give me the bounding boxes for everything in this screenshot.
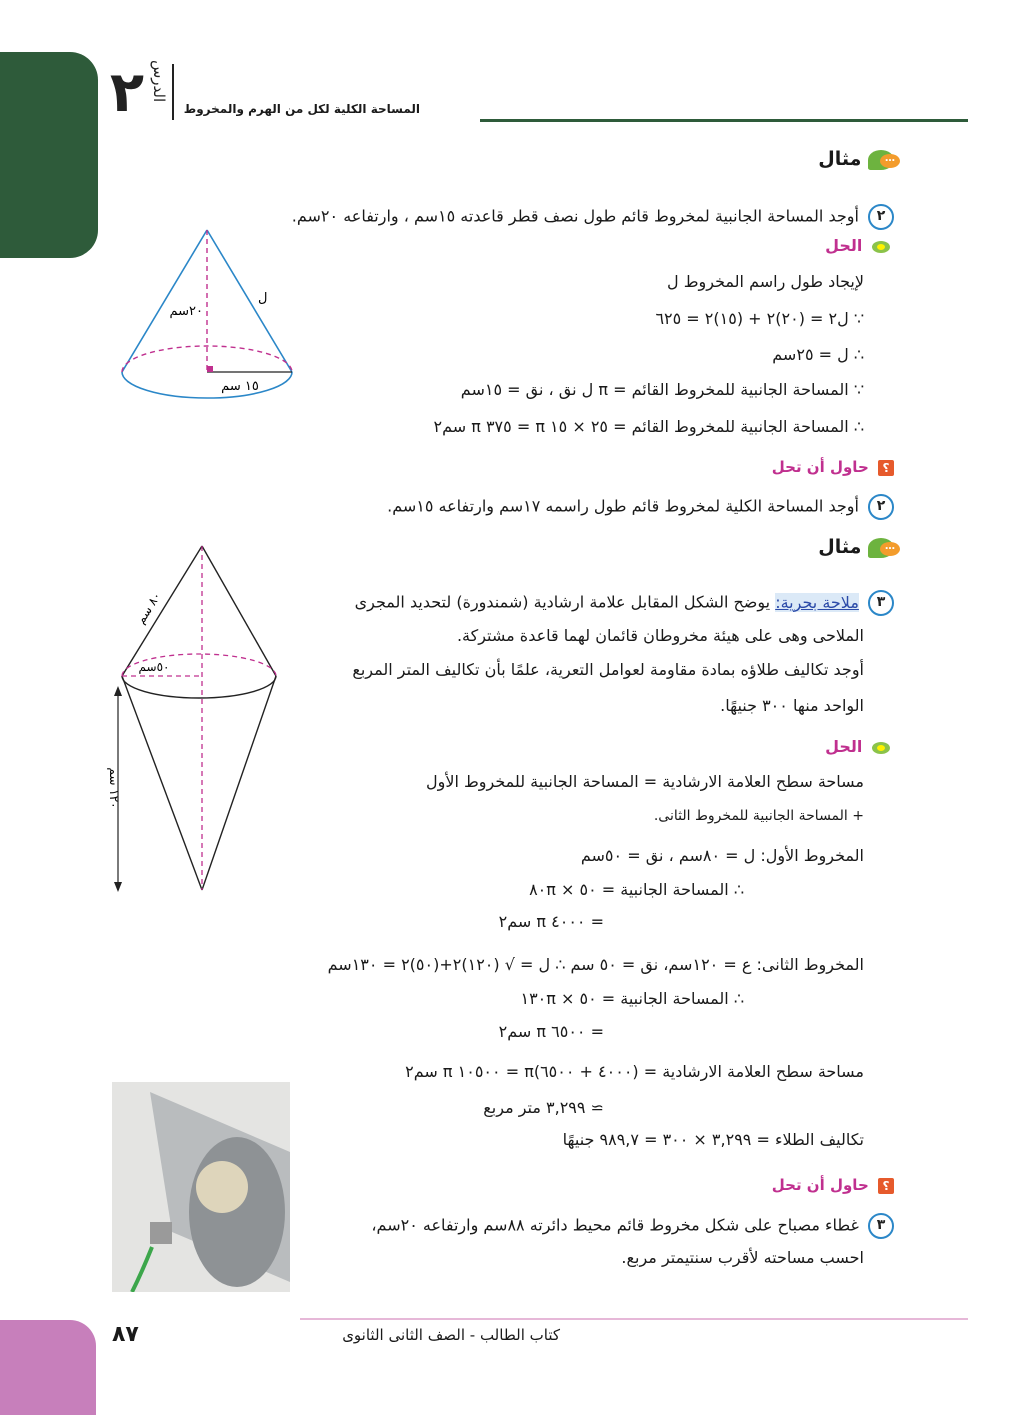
try-2-number: ٢: [868, 494, 894, 520]
solution-icon: [872, 742, 890, 754]
cone-1-left-edge: [122, 230, 207, 372]
try-2-question: [194, 494, 894, 520]
footer-rule: [300, 1318, 968, 1320]
solution-icon: [872, 241, 890, 253]
example-2-line-2: ∵ ل٢ = (٢٠)٢ + (١٥)٢ = ٦٢٥: [655, 309, 864, 328]
try-2-label: حاول أن تحل: [771, 458, 869, 476]
book-title: كتاب الطالب - الصف الثانى الثانوى: [342, 1326, 560, 1344]
example-2-question-text: أوجد المساحة الجانبية لمخروط قائم طول نصف قطر قاعدته ١٥سم ، وارتفاعه ٢٠سم.: [291, 206, 859, 226]
try-3-question-line-1: [294, 1213, 894, 1239]
lesson-title: المساحة الكلية لكل من الهرم والمخروط: [183, 102, 420, 116]
example-3-line-5: = ٤٠٠٠ π سم٢: [498, 912, 604, 931]
slant-label: ٨٠ سم: [133, 589, 164, 627]
lesson-divider: [172, 64, 174, 120]
cone-1-height-label: ٢٠سم: [169, 304, 203, 319]
lamp-photo: [112, 1082, 290, 1292]
cone-1-right-edge: [207, 230, 292, 372]
example-2-line-5: ∴ المساحة الجانبية للمخروط القائم = ٢٥ × ١٥ π = ٣٧٥ π سم٢: [433, 417, 864, 436]
double-cone-figure: [104, 540, 294, 900]
page-number: ٨٧: [112, 1322, 139, 1347]
base-front: [122, 676, 276, 698]
example-2-line-1: لإيجاد طول راسم المخروط ل: [667, 272, 864, 291]
lamp-bulb: [196, 1161, 248, 1213]
example-2-number: ٢: [868, 204, 894, 230]
speech-bubble-icon: [868, 150, 894, 170]
cone-1-base-front: [122, 372, 292, 398]
try-3-heading: [694, 1176, 894, 1194]
height-arrow-top: [114, 686, 122, 696]
example-3-question-text-1: يوضح الشكل المقابل علامة ارشادية (شمندورة) لتحديد المجرى: [354, 592, 771, 612]
example-3-heading: [774, 536, 894, 558]
example-3-label: مثال: [818, 536, 862, 558]
example-3-line-3: المخروط الأول: ل = ٨٠سم ، نق = ٥٠سم: [580, 846, 864, 865]
try-3-question-line-2: احسب مساحته لأقرب سنتيمتر مربع.: [621, 1248, 864, 1267]
try-2-question-text: أوجد المساحة الكلية لمخروط قائم طول راسمه ١٧سم وارتفاعه ١٥سم.: [387, 496, 859, 516]
example-2-line-3: ∴ ل = ٢٥سم: [772, 345, 864, 364]
example-3-number: ٣: [868, 590, 894, 616]
speech-bubble-icon: [868, 538, 894, 558]
upper-cone-right-edge: [202, 546, 276, 676]
lamp-shade-inner: [189, 1137, 285, 1287]
example-3-question-line-2: الملاحى وهى على هيئة مخروطان قائمان لهما قاعدة مشتركة.: [456, 626, 864, 645]
try-3-number: ٣: [868, 1213, 894, 1239]
lamp-socket: [150, 1222, 172, 1244]
lower-cone-left-edge: [122, 676, 202, 890]
example-3-question-line-1: [254, 590, 894, 616]
example-3-line-6: المخروط الثانى: ع = ١٢٠سم، نق = ٥٠ سم ∴ ل = √ (١٢٠)٢+(٥٠)٢ = ١٣٠سم: [327, 955, 864, 974]
example-3-topic: ملاحة بحرية:: [775, 592, 859, 612]
height-arrow-bottom: [114, 882, 122, 892]
example-3-question-line-3: أوجد تكاليف طلاؤه بمادة مقاومة لعوامل التعرية، علمًا بأن تكاليف المتر المربع: [352, 660, 864, 679]
example-3-solution-heading: [770, 737, 890, 756]
example-3-line-2: + المساحة الجانبية للمخروط الثانى.: [653, 808, 864, 824]
height-label: ١٢٠ سم: [107, 767, 121, 809]
example-3-question-line-4: الواحد منها ٣٠٠ جنيهًا.: [720, 696, 864, 715]
example-2-solution-heading: [770, 236, 890, 255]
example-2-solution-label: الحل: [825, 236, 863, 255]
radius-label: ٥٠سم: [138, 660, 170, 674]
example-3-solution-label: الحل: [825, 737, 863, 756]
try-3-label: حاول أن تحل: [771, 1176, 869, 1194]
example-2-label: مثال: [818, 148, 862, 170]
lamp-image: [112, 1082, 290, 1292]
example-2-heading: [774, 148, 894, 170]
cone-1-slant-label: ل: [258, 291, 268, 306]
cone-figure-1: [110, 222, 310, 442]
example-3-line-1: مساحة سطح العلامة الارشادية = المساحة الجانبية للمخروط الأول: [425, 772, 864, 791]
lesson-word: الدرس: [150, 60, 168, 103]
cone-1-radius-label: ١٥ سم: [221, 379, 259, 394]
example-3-line-11: تكاليف الطلاء = ٣,٢٩٩ × ٣٠٠ = ٩٨٩,٧ جنيهًا: [562, 1130, 864, 1149]
lesson-number: ٢: [109, 60, 145, 125]
cone-1-right-angle: [207, 366, 213, 372]
question-mark-icon: ؟: [878, 1178, 894, 1194]
lamp-cable: [132, 1247, 152, 1292]
footer-tab: [0, 1320, 96, 1415]
example-3-line-4: ∴ المساحة الجانبية = ٥٠ × ٨٠π: [529, 880, 744, 899]
example-3-line-9: مساحة سطح العلامة الارشادية = (٤٠٠٠ + ٦٥٠٠)π = ١٠٥٠٠ π سم٢: [405, 1062, 864, 1081]
chapter-tab: [0, 52, 98, 258]
example-3-line-7: ∴ المساحة الجانبية = ٥٠ × ١٣٠π: [520, 989, 744, 1008]
example-3-line-8: = ٦٥٠٠ π سم٢: [498, 1022, 604, 1041]
example-2-line-4: ∵ المساحة الجانبية للمخروط القائم = π ل نق ، نق = ١٥سم: [460, 380, 864, 399]
question-mark-icon: ؟: [878, 460, 894, 476]
try-3-question-text-1: غطاء مصباح على شكل مخروط قائم محيط دائرته ٨٨سم وارتفاعه ٢٠سم،: [371, 1215, 859, 1235]
try-2-heading: [694, 458, 894, 476]
header-rule: [480, 119, 968, 122]
lower-cone-right-edge: [202, 676, 276, 890]
example-3-line-10: ≃ ٣,٢٩٩ متر مربع: [483, 1098, 604, 1117]
